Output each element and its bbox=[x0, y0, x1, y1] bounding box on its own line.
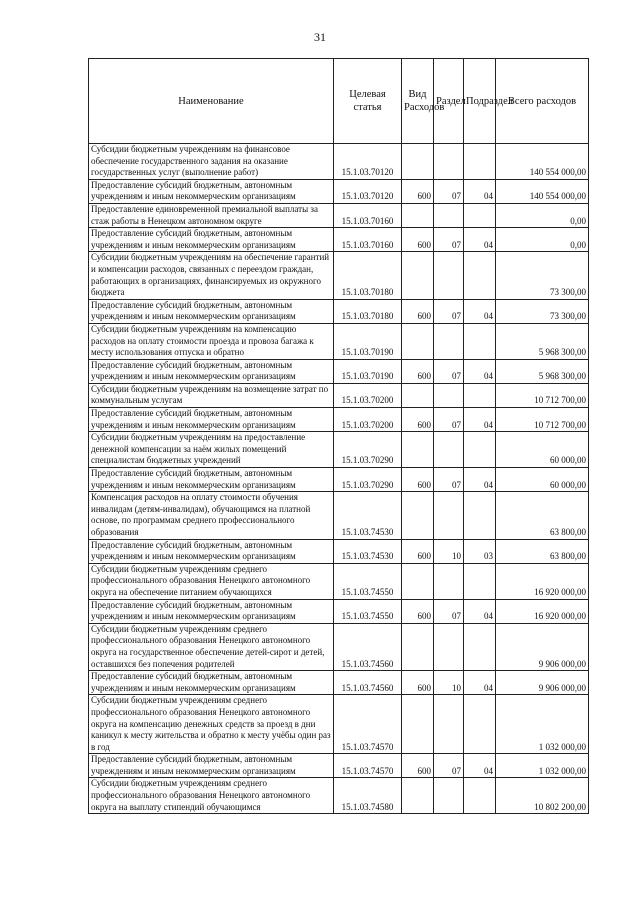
row-name: Субсидии бюджетным учреждениям на возмещение затрат по коммунальным услугам bbox=[89, 383, 334, 407]
table-row bbox=[89, 563, 589, 599]
row-total: 60 000,00 bbox=[496, 432, 589, 468]
row-total: 140 554 000,00 bbox=[496, 144, 589, 180]
row-section bbox=[434, 563, 464, 599]
row-section bbox=[434, 252, 464, 299]
row-article: 15.1.03.70200 bbox=[334, 408, 402, 432]
row-subsection: 04 bbox=[464, 179, 496, 203]
row-subsection: 03 bbox=[464, 539, 496, 563]
row-article: 15.1.03.70180 bbox=[334, 299, 402, 323]
row-total: 9 906 000,00 bbox=[496, 623, 589, 670]
row-name: Предоставление субсидий бюджетным, автономным учреждениям и иным некоммерческим организациям bbox=[89, 468, 334, 492]
header-article: Целевая статья bbox=[334, 59, 402, 144]
row-expense-type: 600 bbox=[402, 359, 434, 383]
row-section bbox=[434, 144, 464, 180]
row-subsection bbox=[464, 252, 496, 299]
row-total: 63 800,00 bbox=[496, 539, 589, 563]
row-expense-type bbox=[402, 563, 434, 599]
row-article: 15.1.03.70200 bbox=[334, 383, 402, 407]
row-name: Предоставление субсидий бюджетным, автономным учреждениям и иным некоммерческим организациям bbox=[89, 228, 334, 252]
table-row bbox=[89, 623, 589, 670]
row-expense-type: 600 bbox=[402, 228, 434, 252]
row-name: Предоставление субсидий бюджетным, автономным учреждениям и иным некоммерческим организациям bbox=[89, 754, 334, 778]
header-expense-type: Вид Расходов bbox=[402, 59, 434, 144]
row-name: Субсидии бюджетным учреждениям среднего профессионального образования Ненецкого автономного округа на выплату стипендий обучающимся bbox=[89, 778, 334, 814]
row-expense-type: 600 bbox=[402, 671, 434, 695]
row-section bbox=[434, 432, 464, 468]
row-total: 5 968 300,00 bbox=[496, 323, 589, 359]
row-total: 0,00 bbox=[496, 203, 589, 227]
row-section: 10 bbox=[434, 671, 464, 695]
row-section: 07 bbox=[434, 299, 464, 323]
table-row bbox=[89, 468, 589, 492]
row-expense-type: 600 bbox=[402, 754, 434, 778]
table-row bbox=[89, 432, 589, 468]
row-article: 15.1.03.70160 bbox=[334, 203, 402, 227]
row-name: Предоставление субсидий бюджетным, автономным учреждениям и иным некоммерческим организациям bbox=[89, 359, 334, 383]
row-name: Компенсация расходов на оплату стоимости обучения инвалидам (детям-инвалидам), обучающимся на платной основе, по программам среднего профессионального образования bbox=[89, 492, 334, 539]
row-article: 15.1.03.70160 bbox=[334, 228, 402, 252]
table-row bbox=[89, 323, 589, 359]
row-expense-type: 600 bbox=[402, 179, 434, 203]
row-total: 1 032 000,00 bbox=[496, 695, 589, 754]
row-name: Предоставление субсидий бюджетным, автономным учреждениям и иным некоммерческим организациям bbox=[89, 179, 334, 203]
header-name: Наименование bbox=[89, 59, 334, 144]
row-expense-type: 600 bbox=[402, 539, 434, 563]
row-total: 5 968 300,00 bbox=[496, 359, 589, 383]
row-section bbox=[434, 383, 464, 407]
row-total: 9 906 000,00 bbox=[496, 671, 589, 695]
row-expense-type bbox=[402, 492, 434, 539]
row-article: 15.1.03.74550 bbox=[334, 599, 402, 623]
row-total: 63 800,00 bbox=[496, 492, 589, 539]
row-expense-type bbox=[402, 778, 434, 814]
header-total: Всего расходов bbox=[496, 59, 589, 144]
table-row bbox=[89, 299, 589, 323]
row-article: 15.1.03.74560 bbox=[334, 623, 402, 670]
row-article: 15.1.03.74530 bbox=[334, 492, 402, 539]
row-expense-type bbox=[402, 432, 434, 468]
row-subsection bbox=[464, 778, 496, 814]
table-row bbox=[89, 695, 589, 754]
row-section bbox=[434, 203, 464, 227]
row-total: 73 300,00 bbox=[496, 252, 589, 299]
row-name: Предоставление субсидий бюджетным, автономным учреждениям и иным некоммерческим организациям bbox=[89, 671, 334, 695]
row-expense-type bbox=[402, 623, 434, 670]
row-name: Субсидии бюджетным учреждениям среднего профессионального образования Ненецкого автономного округа на государственное обеспечение детей-сирот и детей, оставшихся без попечения родителей bbox=[89, 623, 334, 670]
row-subsection bbox=[464, 695, 496, 754]
table-row bbox=[89, 252, 589, 299]
row-total: 10 802 200,00 bbox=[496, 778, 589, 814]
row-section bbox=[434, 323, 464, 359]
row-subsection bbox=[464, 383, 496, 407]
table-row bbox=[89, 539, 589, 563]
page-number: 31 bbox=[314, 30, 326, 44]
row-name: Предоставление субсидий бюджетным, автономным учреждениям и иным некоммерческим организациям bbox=[89, 299, 334, 323]
row-article: 15.1.03.74580 bbox=[334, 778, 402, 814]
row-expense-type bbox=[402, 203, 434, 227]
row-expense-type bbox=[402, 144, 434, 180]
row-expense-type: 600 bbox=[402, 599, 434, 623]
row-subsection bbox=[464, 563, 496, 599]
row-section: 10 bbox=[434, 539, 464, 563]
row-name: Субсидии бюджетным учреждениям на финансовое обеспечение государственного задания на оказание государственных услуг (выполнение работ) bbox=[89, 144, 334, 180]
row-subsection bbox=[464, 323, 496, 359]
table-header-row bbox=[89, 59, 589, 144]
table-row bbox=[89, 179, 589, 203]
table-row bbox=[89, 228, 589, 252]
row-article: 15.1.03.74550 bbox=[334, 563, 402, 599]
row-article: 15.1.03.70190 bbox=[334, 359, 402, 383]
row-name: Субсидии бюджетным учреждениям на предоставление денежной компенсации за наём жилых помещений специалистам бюджетных учреждений bbox=[89, 432, 334, 468]
row-name: Субсидии бюджетным учреждениям среднего профессионального образования Ненецкого автономного округа на обеспечение питанием обучающихся bbox=[89, 563, 334, 599]
table-row bbox=[89, 599, 589, 623]
row-article: 15.1.03.74570 bbox=[334, 754, 402, 778]
row-name: Предоставление субсидий бюджетным, автономным учреждениям и иным некоммерческим организациям bbox=[89, 539, 334, 563]
row-subsection bbox=[464, 203, 496, 227]
header-section: Раздел bbox=[434, 59, 464, 144]
row-subsection bbox=[464, 432, 496, 468]
row-section: 07 bbox=[434, 228, 464, 252]
row-section: 07 bbox=[434, 408, 464, 432]
row-article: 15.1.03.74560 bbox=[334, 671, 402, 695]
row-expense-type: 600 bbox=[402, 468, 434, 492]
row-subsection: 04 bbox=[464, 754, 496, 778]
table-row bbox=[89, 203, 589, 227]
table-row bbox=[89, 359, 589, 383]
row-section: 07 bbox=[434, 179, 464, 203]
row-section: 07 bbox=[434, 359, 464, 383]
row-total: 1 032 000,00 bbox=[496, 754, 589, 778]
row-section bbox=[434, 695, 464, 754]
row-total: 10 712 700,00 bbox=[496, 408, 589, 432]
row-total: 16 920 000,00 bbox=[496, 599, 589, 623]
row-expense-type bbox=[402, 695, 434, 754]
row-expense-type bbox=[402, 252, 434, 299]
row-total: 73 300,00 bbox=[496, 299, 589, 323]
row-expense-type: 600 bbox=[402, 299, 434, 323]
row-subsection: 04 bbox=[464, 408, 496, 432]
row-subsection bbox=[464, 492, 496, 539]
row-name: Субсидии бюджетным учреждениям среднего профессионального образования Ненецкого автономного округа на компенсацию денежных средств за проезд в дни каникул к месту жительства и обратно к месту учёбы один раз в год bbox=[89, 695, 334, 754]
row-name: Субсидии бюджетным учреждениям на обеспечение гарантий и компенсации расходов, связанных с переездом граждан, работающих в организациях, финансируемых из окружного бюджета bbox=[89, 252, 334, 299]
row-article: 15.1.03.70290 bbox=[334, 432, 402, 468]
row-article: 15.1.03.70120 bbox=[334, 144, 402, 180]
row-subsection: 04 bbox=[464, 299, 496, 323]
table-row bbox=[89, 754, 589, 778]
row-total: 10 712 700,00 bbox=[496, 383, 589, 407]
row-article: 15.1.03.70290 bbox=[334, 468, 402, 492]
row-name: Предоставление субсидий бюджетным, автономным учреждениям и иным некоммерческим организациям bbox=[89, 599, 334, 623]
table-row bbox=[89, 671, 589, 695]
row-total: 0,00 bbox=[496, 228, 589, 252]
row-article: 15.1.03.74570 bbox=[334, 695, 402, 754]
row-subsection: 04 bbox=[464, 228, 496, 252]
row-section bbox=[434, 492, 464, 539]
row-article: 15.1.03.70120 bbox=[334, 179, 402, 203]
row-section bbox=[434, 778, 464, 814]
budget-table bbox=[88, 58, 589, 814]
row-name: Субсидии бюджетным учреждениям на компенсацию расходов на оплату стоимости проезда и провоза багажа к месту использования отпуска и обратно bbox=[89, 323, 334, 359]
row-expense-type bbox=[402, 383, 434, 407]
row-subsection: 04 bbox=[464, 359, 496, 383]
table-row bbox=[89, 492, 589, 539]
header-subsection: Подраздел bbox=[464, 59, 496, 144]
row-expense-type bbox=[402, 323, 434, 359]
row-subsection: 04 bbox=[464, 599, 496, 623]
row-total: 140 554 000,00 bbox=[496, 179, 589, 203]
row-name: Предоставление субсидий бюджетным, автономным учреждениям и иным некоммерческим организациям bbox=[89, 408, 334, 432]
row-subsection: 04 bbox=[464, 671, 496, 695]
table-row bbox=[89, 144, 589, 180]
row-subsection bbox=[464, 623, 496, 670]
table-row bbox=[89, 778, 589, 814]
row-subsection: 04 bbox=[464, 468, 496, 492]
row-total: 16 920 000,00 bbox=[496, 563, 589, 599]
row-expense-type: 600 bbox=[402, 408, 434, 432]
table-row bbox=[89, 383, 589, 407]
row-total: 60 000,00 bbox=[496, 468, 589, 492]
row-section bbox=[434, 623, 464, 670]
row-section: 07 bbox=[434, 468, 464, 492]
row-article: 15.1.03.74530 bbox=[334, 539, 402, 563]
row-article: 15.1.03.70180 bbox=[334, 252, 402, 299]
row-subsection bbox=[464, 144, 496, 180]
row-section: 07 bbox=[434, 754, 464, 778]
row-article: 15.1.03.70190 bbox=[334, 323, 402, 359]
table-row bbox=[89, 408, 589, 432]
row-name: Предоставление единовременной премиальной выплаты за стаж работы в Ненецком автономном округе bbox=[89, 203, 334, 227]
row-section: 07 bbox=[434, 599, 464, 623]
